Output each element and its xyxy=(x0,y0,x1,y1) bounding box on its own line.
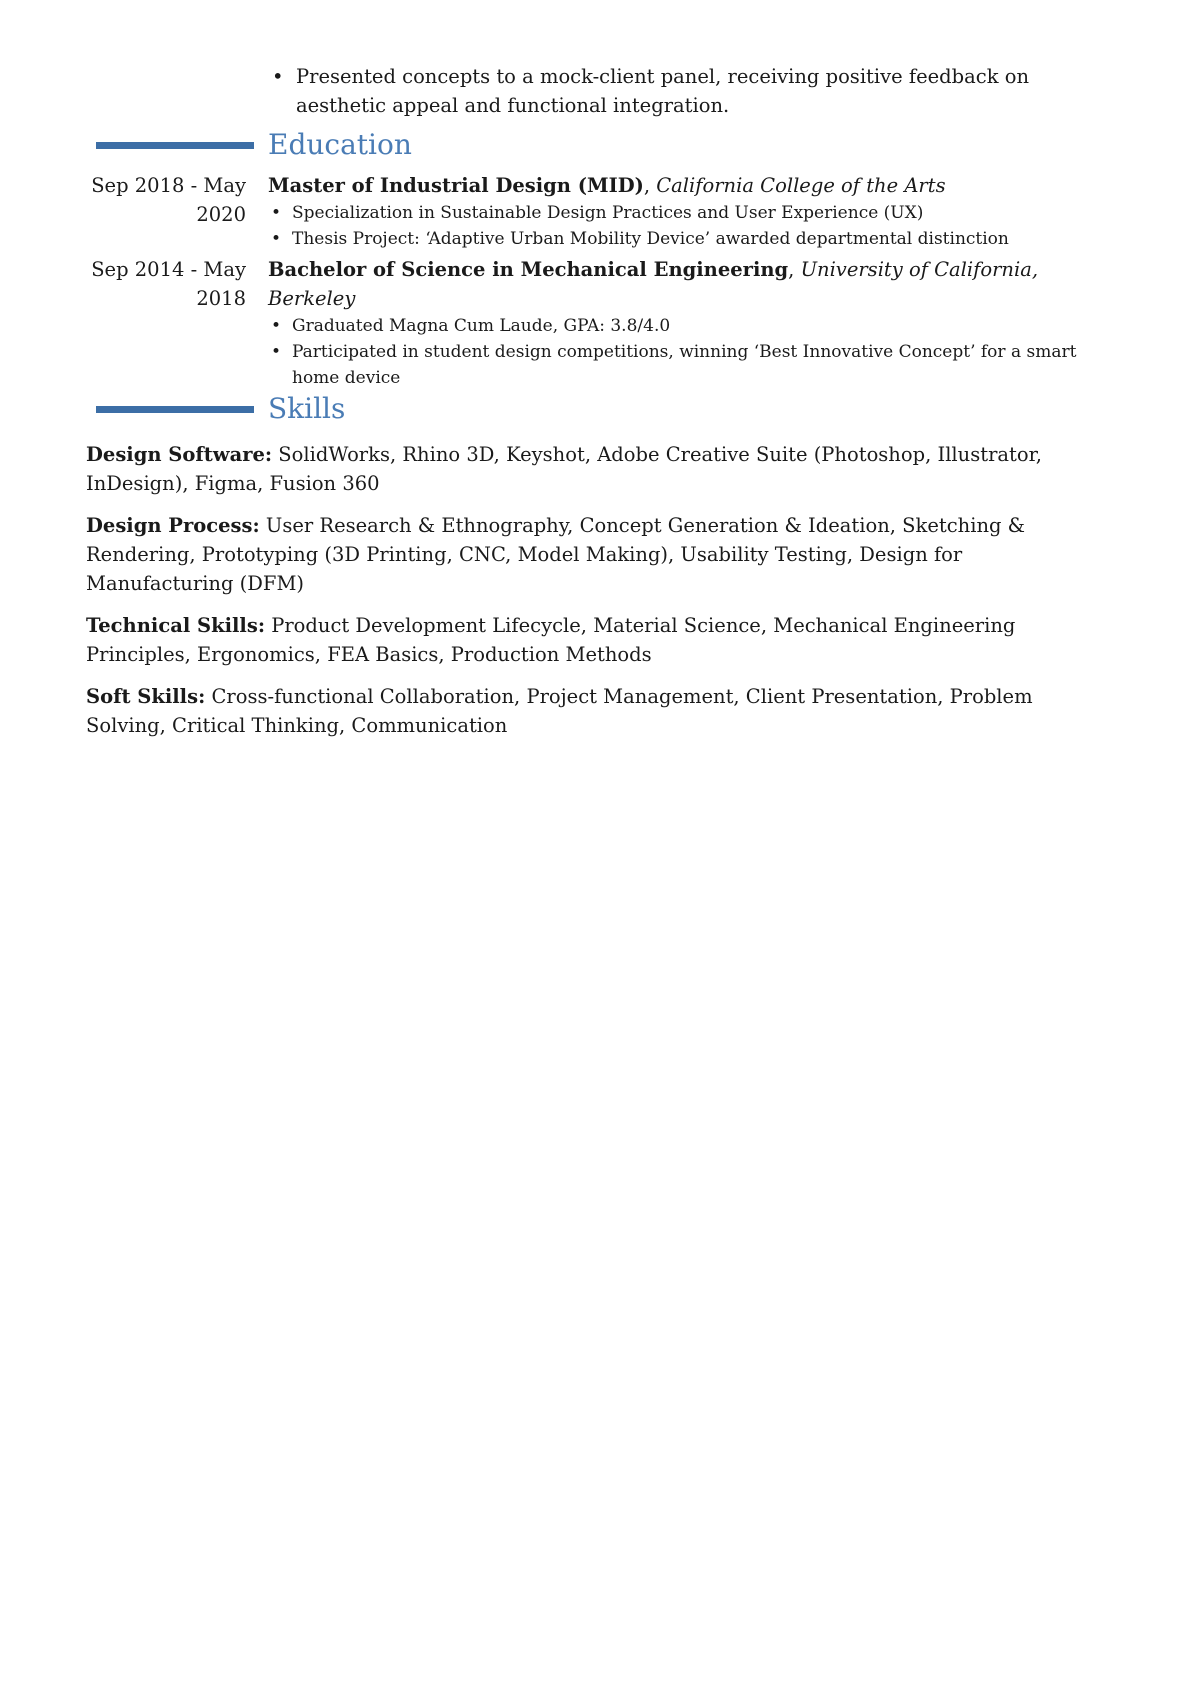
experience-bullet: • Presented concepts to a mock-client panel, receiving positive feedback on aesthetic appeal and functional integration. xyxy=(270,62,1110,120)
education-bullet: • Specialization in Sustainable Design Practices and User Experience (UX) xyxy=(268,200,1110,226)
skill-row xyxy=(86,511,1114,598)
skill-items: SolidWorks, Rhino 3D, Keyshot, Adobe Creative Suite (Photoshop, Illustrator, InDesign), Figma, Fusion 360 xyxy=(86,443,1042,495)
skill-items: User Research & Ethnography, Concept Generation & Ideation, Sketching & Rendering, Prototyping (3D Printing, CNC, Model Making), Usability Testing, Design for Manufacturing (DFM) xyxy=(86,514,1026,595)
degree-name: Master of Industrial Design (MID) xyxy=(268,174,644,197)
education-bullet-list xyxy=(268,313,1110,391)
skill-category: Design Software: xyxy=(86,443,273,466)
education-bullet-list xyxy=(268,200,1110,252)
education-bullet: • Graduated Magna Cum Laude, GPA: 3.8/4.0 xyxy=(268,313,1110,339)
skill-category: Soft Skills: xyxy=(86,685,206,708)
education-bullet: • Participated in student design competitions, winning ‘Best Innovative Concept’ for a smart home device xyxy=(268,339,1110,391)
section-accent-bar xyxy=(96,142,254,149)
skill-items: Product Development Lifecycle, Material Science, Mechanical Engineering Principles, Ergonomics, FEA Basics, Production Methods xyxy=(86,614,1016,666)
section-accent-bar xyxy=(96,406,254,413)
experience-bullet-list xyxy=(270,62,1110,120)
education-heading xyxy=(268,171,1110,200)
skill-row xyxy=(86,440,1114,498)
education-heading xyxy=(268,255,1110,313)
skill-row xyxy=(86,682,1114,740)
education-body xyxy=(268,255,1110,391)
skill-items: Cross-functional Collaboration, Project Management, Client Presentation, Problem Solving, Critical Thinking, Communication xyxy=(86,685,1033,737)
education-bullet: • Thesis Project: ‘Adaptive Urban Mobility Device’ awarded departmental distinction xyxy=(268,226,1110,252)
skill-row xyxy=(86,611,1114,669)
skills-list xyxy=(86,440,1114,753)
heading-separator: , xyxy=(788,258,801,281)
education-date: Sep 2018 - May 2020 xyxy=(91,174,246,226)
section-title-education: Education xyxy=(268,128,412,161)
degree-name: Bachelor of Science in Mechanical Engineering xyxy=(268,258,789,281)
skill-category: Technical Skills: xyxy=(86,614,266,637)
school-name: University of California, Berkeley xyxy=(268,258,1039,310)
heading-separator: , xyxy=(643,174,657,197)
education-body xyxy=(268,171,1110,252)
section-title-skills: Skills xyxy=(268,392,346,425)
skill-category: Design Process: xyxy=(86,514,260,537)
education-date: Sep 2014 - May 2018 xyxy=(91,258,246,310)
school-name: California College of the Arts xyxy=(656,174,946,197)
